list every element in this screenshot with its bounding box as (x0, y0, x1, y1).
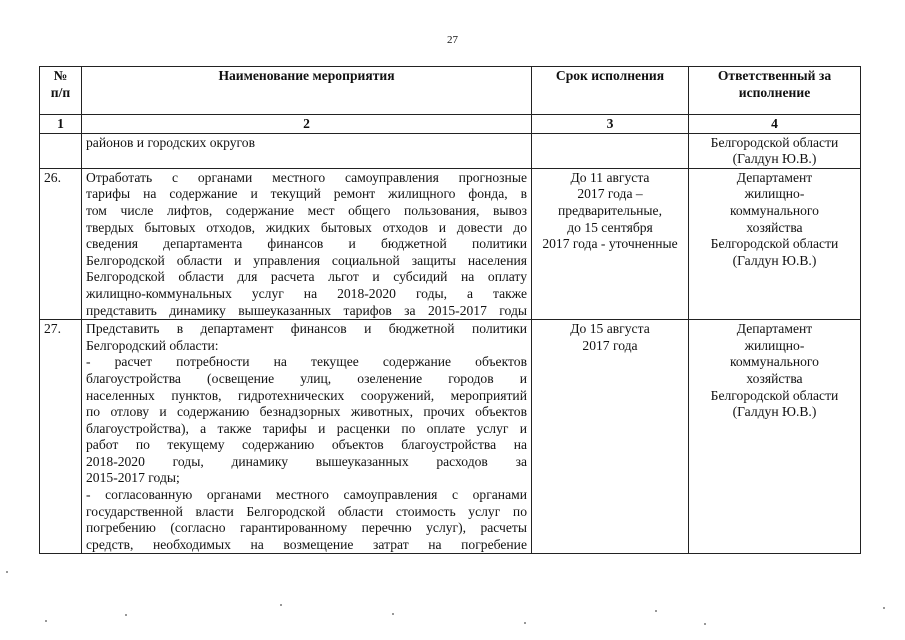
scan-speck (655, 610, 657, 612)
scan-speck (280, 604, 282, 606)
scan-speck (45, 620, 47, 622)
text-line: сведения департамента финансов и бюджетной политики (86, 236, 527, 252)
text-line: Белгородской области и управления социальной защиты населения (86, 252, 527, 268)
column-number-3: 3 (532, 115, 689, 134)
text-line: Департамент (736, 321, 813, 337)
column-numbers-row (40, 115, 861, 134)
text-line: - расчет потребности на текущее содержание объектов (86, 354, 527, 370)
text-line: (Галдун Ю.В.) (732, 151, 817, 167)
text-line: тарифы на содержание и текущий ремонт жилищного фонда, в (86, 186, 527, 202)
page-number: 27 (447, 34, 458, 46)
header-number: № п/п (40, 67, 82, 115)
row-measure-text (82, 133, 532, 168)
row-responsible (689, 320, 861, 554)
text-line: Представить в департамент финансов и бюджетной политики (86, 321, 527, 337)
text-line: (Галдун Ю.В.) (732, 404, 817, 420)
text-line: 2017 года (582, 337, 638, 353)
text-line: Белгородской области (710, 134, 839, 150)
text-line: населенных пунктов, гидротехнических сооружений, мероприятий (86, 387, 527, 403)
row-number: 26. (40, 168, 82, 319)
text-line: средств, необходимых на возмещение затрат на погребение (86, 536, 527, 552)
text-line: по отлову и содержанию безнадзорных животных, прочих объектов (86, 404, 527, 420)
text-line: 2018-2020 годы, динамику вышеуказанных расходов за (86, 453, 527, 469)
text-line: Белгородский области: (86, 337, 219, 353)
text-line: Департамент (736, 169, 813, 185)
scan-speck (524, 622, 526, 624)
row-responsible (689, 133, 861, 168)
table-header-row (40, 67, 861, 115)
row-deadline (532, 320, 689, 554)
text-line: Белгородской области для расчета льгот и субсидий на оплату (86, 269, 527, 285)
text-line: коммунального (730, 202, 819, 218)
text-line: том числе лифтов, содержание мест общего пользования, вывоз (86, 202, 527, 218)
text-line: государственной власти Белгородской области стоимость услуг по (86, 503, 527, 519)
text-line: - согласованную органами местного самоуправления с органами (86, 487, 527, 503)
row-deadline (532, 133, 689, 168)
text-line: хозяйства (746, 219, 803, 235)
text-line: Белгородской области (710, 236, 839, 252)
row-number: 27. (40, 320, 82, 554)
text-line: жилищно- (744, 186, 805, 202)
table-row (40, 133, 861, 168)
text-line: Отработать с органами местного самоуправления прогнозные (86, 169, 527, 185)
text-line: Белгородской области (710, 387, 839, 403)
text-line: благоустройства), а также тарифы и расценки по оплате услуг и (86, 420, 527, 436)
text-line: до 15 сентября (567, 219, 653, 235)
row-deadline (532, 168, 689, 319)
scan-speck (704, 623, 706, 625)
header-deadline: Срок исполнения (532, 67, 689, 115)
measures-table (39, 66, 861, 554)
row-responsible (689, 168, 861, 319)
text-line: работ по текущему содержанию объектов благоустройства на (86, 437, 527, 453)
header-responsible: Ответственный за исполнение (689, 67, 861, 115)
text-line: хозяйства (746, 370, 803, 386)
text-line: погребению (согласно гарантированному перечню услуг), расчеты (86, 520, 527, 536)
column-number-2: 2 (82, 115, 532, 134)
text-line: 2015-2017 годы; (86, 470, 180, 486)
row-measure-text (82, 168, 532, 319)
row-measure-text (82, 320, 532, 554)
text-line: 2017 года - уточненные (542, 236, 678, 252)
scan-speck (883, 607, 885, 609)
header-measure-name: Наименование мероприятия (82, 67, 532, 115)
text-line: 2017 года – (577, 186, 643, 202)
table-row (40, 320, 861, 554)
text-line: (Галдун Ю.В.) (732, 252, 817, 268)
text-line: коммунального (730, 354, 819, 370)
text-line: предварительные, (558, 202, 662, 218)
table-row (40, 168, 861, 319)
row-number (40, 133, 82, 168)
text-line: жилищно- (744, 337, 805, 353)
text-line: представить динамику вышеуказанных тарифов за 2015-2017 годы (86, 302, 527, 318)
scan-speck (6, 571, 8, 573)
scan-speck (125, 614, 127, 616)
text-line: благоустройства (освещение улиц, озеленение городов и (86, 370, 527, 386)
text-line: До 15 августа (570, 321, 650, 337)
column-number-4: 4 (689, 115, 861, 134)
scan-speck (392, 613, 394, 615)
text-line: районов и городских округов (86, 134, 255, 150)
column-number-1: 1 (40, 115, 82, 134)
text-line: твердых бытовых отходов, жидких бытовых отходов и довести до (86, 219, 527, 235)
text-line: До 11 августа (570, 169, 650, 185)
text-line: жилищно-коммунальных услуг на 2018-2020 годы, а также (86, 285, 527, 301)
